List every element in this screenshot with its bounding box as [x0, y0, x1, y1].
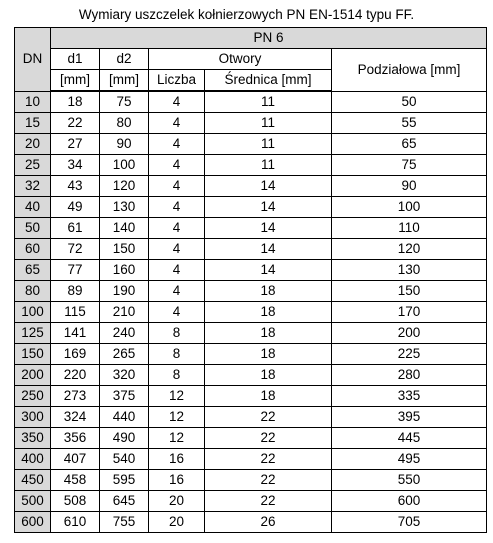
header-d2: d2 [100, 49, 149, 70]
cell-d1: 61 [51, 218, 100, 239]
cell-d1: 141 [51, 323, 100, 344]
cell-podzialowa: 445 [332, 428, 487, 449]
cell-podzialowa: 395 [332, 407, 487, 428]
cell-podzialowa: 65 [332, 134, 487, 155]
cell-liczba: 16 [149, 470, 205, 491]
cell-srednica: 22 [205, 449, 332, 470]
cell-d2: 100 [100, 155, 149, 176]
cell-podzialowa: 600 [332, 491, 487, 512]
cell-d2: 320 [100, 365, 149, 386]
header-dn: DN [15, 28, 51, 92]
cell-srednica: 14 [205, 260, 332, 281]
cell-srednica: 11 [205, 134, 332, 155]
header-srednica: Średnica [mm] [205, 70, 332, 92]
cell-d1: 22 [51, 113, 100, 134]
cell-d1: 115 [51, 302, 100, 323]
table-body [15, 91, 487, 533]
cell-srednica: 22 [205, 407, 332, 428]
table-row [15, 449, 487, 470]
cell-d2: 265 [100, 344, 149, 365]
cell-podzialowa: 335 [332, 386, 487, 407]
cell-liczba: 4 [149, 176, 205, 197]
cell-podzialowa: 100 [332, 197, 487, 218]
table-row [15, 239, 487, 260]
cell-dn: 400 [15, 449, 51, 470]
cell-d2: 80 [100, 113, 149, 134]
cell-d1: 169 [51, 344, 100, 365]
cell-d1: 458 [51, 470, 100, 491]
header-liczba: Liczba [149, 70, 205, 92]
table-row [15, 134, 487, 155]
cell-liczba: 20 [149, 491, 205, 512]
cell-dn: 10 [15, 91, 51, 113]
cell-podzialowa: 110 [332, 218, 487, 239]
cell-podzialowa: 150 [332, 281, 487, 302]
cell-d2: 540 [100, 449, 149, 470]
cell-liczba: 8 [149, 323, 205, 344]
cell-liczba: 8 [149, 365, 205, 386]
cell-podzialowa: 50 [332, 91, 487, 113]
cell-srednica: 18 [205, 344, 332, 365]
cell-podzialowa: 200 [332, 323, 487, 344]
cell-d1: 72 [51, 239, 100, 260]
header-d1-unit: [mm] [51, 70, 100, 92]
cell-dn: 100 [15, 302, 51, 323]
table-row [15, 176, 487, 197]
cell-d1: 324 [51, 407, 100, 428]
cell-dn: 65 [15, 260, 51, 281]
cell-podzialowa: 705 [332, 512, 487, 533]
cell-dn: 350 [15, 428, 51, 449]
cell-srednica: 18 [205, 281, 332, 302]
cell-srednica: 18 [205, 386, 332, 407]
cell-liczba: 4 [149, 197, 205, 218]
cell-srednica: 22 [205, 491, 332, 512]
cell-d2: 240 [100, 323, 149, 344]
gasket-dimensions-table [14, 27, 487, 533]
cell-srednica: 18 [205, 365, 332, 386]
cell-podzialowa: 495 [332, 449, 487, 470]
cell-srednica: 22 [205, 470, 332, 491]
cell-liczba: 4 [149, 91, 205, 113]
cell-d2: 490 [100, 428, 149, 449]
cell-d2: 90 [100, 134, 149, 155]
cell-d2: 210 [100, 302, 149, 323]
cell-dn: 450 [15, 470, 51, 491]
cell-liczba: 4 [149, 239, 205, 260]
cell-d1: 43 [51, 176, 100, 197]
table-row [15, 470, 487, 491]
table-row [15, 344, 487, 365]
table-row [15, 302, 487, 323]
cell-d2: 130 [100, 197, 149, 218]
cell-podzialowa: 130 [332, 260, 487, 281]
table-row [15, 323, 487, 344]
cell-dn: 125 [15, 323, 51, 344]
cell-podzialowa: 550 [332, 470, 487, 491]
cell-liczba: 8 [149, 344, 205, 365]
cell-d2: 645 [100, 491, 149, 512]
cell-dn: 200 [15, 365, 51, 386]
table-row [15, 91, 487, 113]
cell-liczba: 12 [149, 428, 205, 449]
header-pn: PN 6 [51, 28, 487, 49]
cell-d1: 356 [51, 428, 100, 449]
cell-liczba: 4 [149, 218, 205, 239]
cell-d1: 508 [51, 491, 100, 512]
cell-liczba: 16 [149, 449, 205, 470]
cell-srednica: 18 [205, 323, 332, 344]
cell-d2: 190 [100, 281, 149, 302]
cell-dn: 60 [15, 239, 51, 260]
header-otwory: Otwory [149, 49, 332, 70]
table-row [15, 197, 487, 218]
cell-podzialowa: 225 [332, 344, 487, 365]
header-d2-unit: [mm] [100, 70, 149, 92]
cell-d1: 220 [51, 365, 100, 386]
cell-srednica: 14 [205, 197, 332, 218]
cell-srednica: 14 [205, 239, 332, 260]
cell-srednica: 11 [205, 91, 332, 113]
cell-liczba: 4 [149, 302, 205, 323]
cell-srednica: 14 [205, 218, 332, 239]
header-d1: d1 [51, 49, 100, 70]
cell-srednica: 22 [205, 428, 332, 449]
cell-podzialowa: 90 [332, 176, 487, 197]
cell-d1: 49 [51, 197, 100, 218]
cell-d2: 75 [100, 91, 149, 113]
table-row [15, 512, 487, 533]
cell-podzialowa: 120 [332, 239, 487, 260]
table-row [15, 155, 487, 176]
table-row [15, 365, 487, 386]
cell-dn: 40 [15, 197, 51, 218]
table-row [15, 386, 487, 407]
cell-liczba: 4 [149, 260, 205, 281]
cell-dn: 600 [15, 512, 51, 533]
cell-srednica: 18 [205, 302, 332, 323]
cell-d2: 120 [100, 176, 149, 197]
cell-dn: 500 [15, 491, 51, 512]
cell-d1: 18 [51, 91, 100, 113]
cell-dn: 32 [15, 176, 51, 197]
table-row [15, 491, 487, 512]
cell-liczba: 12 [149, 407, 205, 428]
table-row [15, 281, 487, 302]
cell-liczba: 12 [149, 386, 205, 407]
cell-srednica: 11 [205, 113, 332, 134]
cell-d1: 27 [51, 134, 100, 155]
cell-dn: 50 [15, 218, 51, 239]
cell-srednica: 14 [205, 176, 332, 197]
cell-d1: 77 [51, 260, 100, 281]
table-row [15, 428, 487, 449]
cell-srednica: 11 [205, 155, 332, 176]
cell-dn: 80 [15, 281, 51, 302]
cell-d2: 140 [100, 218, 149, 239]
cell-dn: 150 [15, 344, 51, 365]
cell-d2: 595 [100, 470, 149, 491]
cell-d2: 755 [100, 512, 149, 533]
cell-podzialowa: 170 [332, 302, 487, 323]
cell-liczba: 20 [149, 512, 205, 533]
cell-d1: 34 [51, 155, 100, 176]
cell-liczba: 4 [149, 155, 205, 176]
cell-d2: 160 [100, 260, 149, 281]
cell-d1: 610 [51, 512, 100, 533]
cell-dn: 15 [15, 113, 51, 134]
cell-d2: 150 [100, 239, 149, 260]
table-row [15, 218, 487, 239]
table-row [15, 407, 487, 428]
page-title: Wymiary uszczelek kołnierzowych PN EN-1514 typu FF. [78, 7, 415, 22]
cell-dn: 300 [15, 407, 51, 428]
header-podzialowa: Podziałowa [mm] [332, 49, 487, 92]
cell-liczba: 4 [149, 113, 205, 134]
cell-podzialowa: 55 [332, 113, 487, 134]
cell-srednica: 26 [205, 512, 332, 533]
cell-podzialowa: 75 [332, 155, 487, 176]
cell-d2: 440 [100, 407, 149, 428]
cell-d1: 273 [51, 386, 100, 407]
cell-liczba: 4 [149, 281, 205, 302]
cell-d1: 89 [51, 281, 100, 302]
cell-podzialowa: 280 [332, 365, 487, 386]
cell-liczba: 4 [149, 134, 205, 155]
cell-dn: 20 [15, 134, 51, 155]
table-row [15, 260, 487, 281]
cell-d2: 375 [100, 386, 149, 407]
cell-d1: 407 [51, 449, 100, 470]
cell-dn: 25 [15, 155, 51, 176]
table-row [15, 113, 487, 134]
cell-dn: 250 [15, 386, 51, 407]
